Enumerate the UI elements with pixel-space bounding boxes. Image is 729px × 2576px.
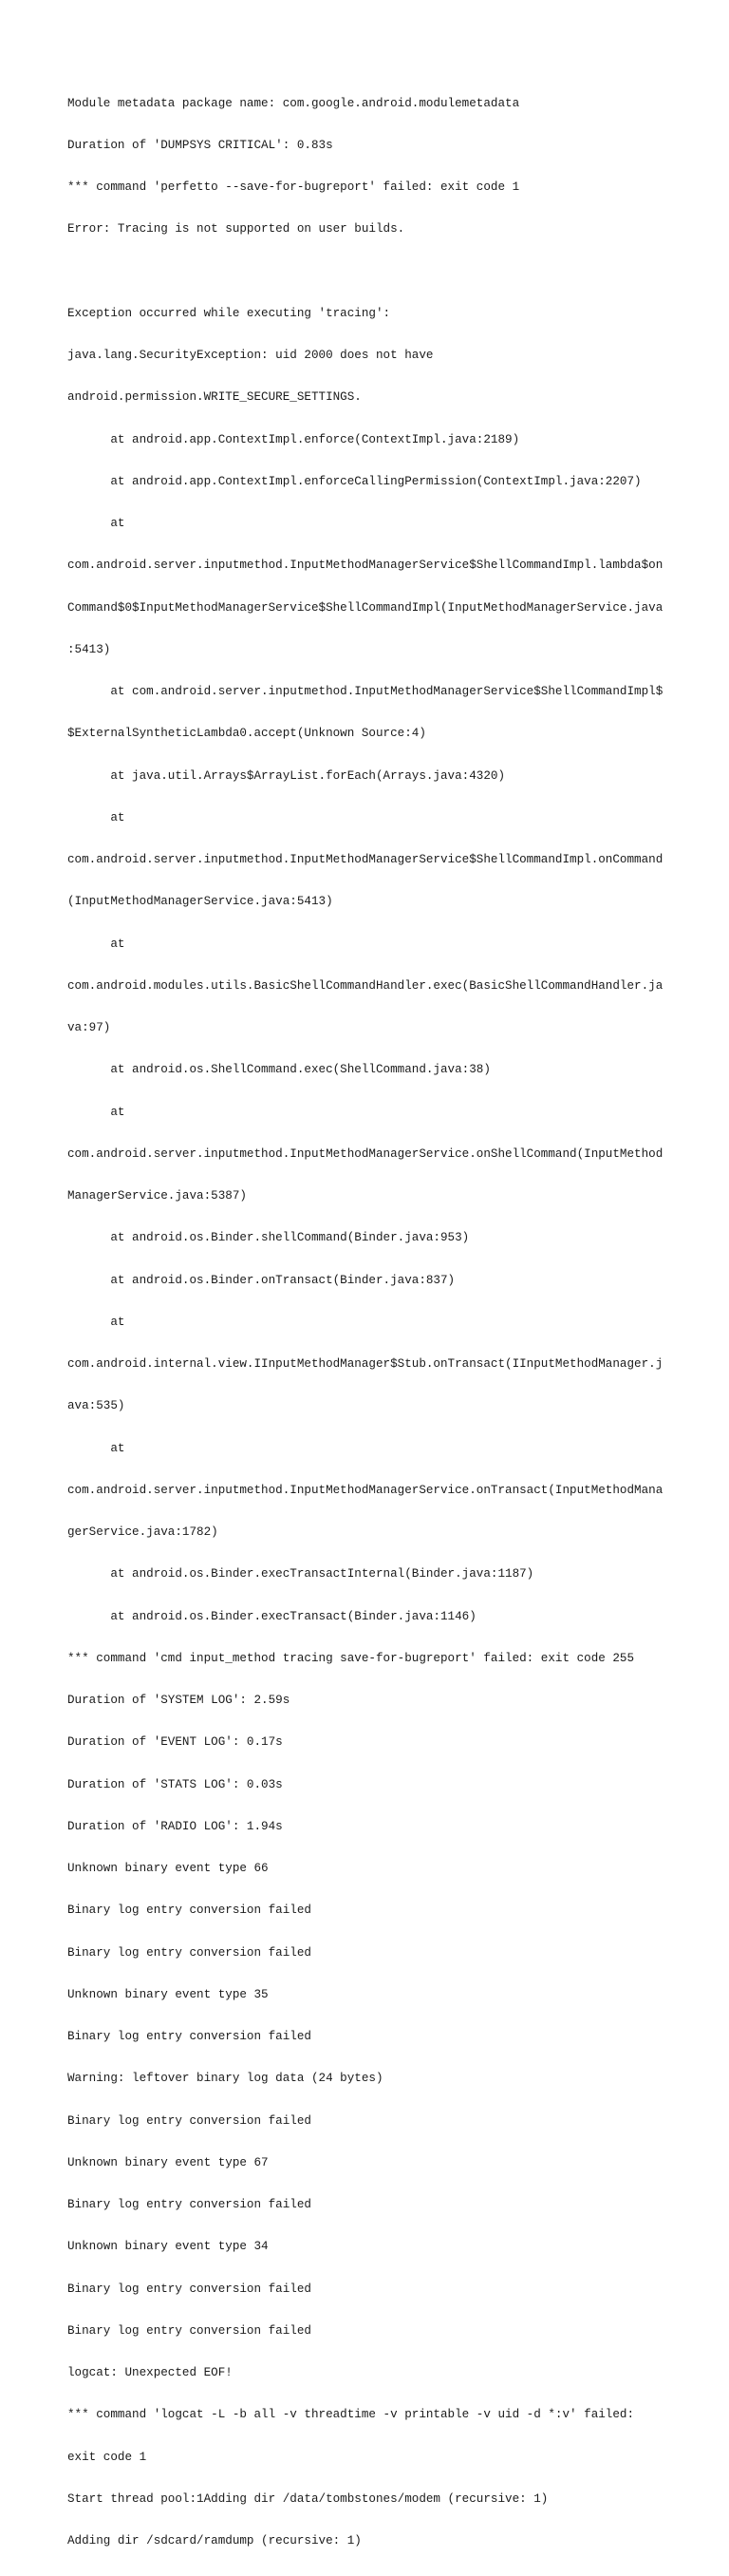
log-line: Binary log entry conversion failed (67, 2030, 311, 2043)
log-line: Duration of 'SYSTEM LOG': 2.59s (67, 1694, 290, 1707)
log-line: at android.os.ShellCommand.exec(ShellCommand.java:38) (67, 1063, 491, 1077)
log-line: Duration of 'RADIO LOG': 1.94s (67, 1819, 283, 1833)
log-line (67, 265, 675, 279)
log-line: Unknown binary event type 34 (67, 2240, 269, 2254)
log-line: *** command 'logcat -L -b all -v threadtime -v printable -v uid -d *:v' failed: (67, 2408, 635, 2422)
log-line: exit code 1 (67, 2450, 147, 2464)
log-line: at (67, 810, 125, 824)
log-line: com.android.internal.view.IInputMethodManager$Stub.onTransact(IInputMethodManager.j (67, 1357, 664, 1371)
log-line: Binary log entry conversion failed (67, 2198, 311, 2211)
log-line: Start thread pool:1Adding dir /data/tombstones/modem (recursive: 1) (67, 2491, 549, 2506)
log-line: at android.os.Binder.shellCommand(Binder.java:953) (67, 1231, 470, 1245)
log-line: Adding dir /sdcard/ramdump (recursive: 1) (67, 2534, 362, 2548)
log-line: Warning: leftover binary log data (24 bytes) (67, 2072, 383, 2086)
log-line: logcat: Unexpected EOF! (67, 2366, 233, 2379)
log-line: com.android.server.inputmethod.InputMethodManagerService$ShellCommandImpl.onCommand (67, 853, 664, 866)
log-line: gerService.java:1782) (67, 1525, 218, 1539)
log-line: ManagerService.java:5387) (67, 1189, 247, 1203)
log-line: Binary log entry conversion failed (67, 2282, 311, 2296)
log-line: (InputMethodManagerService.java:5413) (67, 895, 333, 909)
log-line: Module metadata package name: com.google.android.modulemetadata (67, 96, 520, 110)
log-line: at android.app.ContextImpl.enforce(ContextImpl.java:2189) (67, 432, 520, 446)
log-line: at (67, 1105, 125, 1119)
log-line: Exception occurred while executing 'tracing': (67, 306, 391, 320)
log-line: com.android.modules.utils.BasicShellCommandHandler.exec(BasicShellCommandHandler.ja (67, 978, 664, 993)
log-line: *** command 'cmd input_method tracing save-for-bugreport' failed: exit code 255 (67, 1651, 635, 1665)
log-line: com.android.server.inputmethod.InputMethodManagerService.onTransact(InputMethodMana (67, 1483, 664, 1497)
log-line: Duration of 'DUMPSYS CRITICAL': 0.83s (67, 138, 333, 152)
log-line: Unknown binary event type 67 (67, 2155, 269, 2169)
log-line: Duration of 'STATS LOG': 0.03s (67, 1777, 283, 1791)
log-line: java.lang.SecurityException: uid 2000 does not have (67, 349, 434, 362)
log-line: Unknown binary event type 35 (67, 1987, 269, 2001)
log-line: at com.android.server.inputmethod.InputMethodManagerService$ShellCommandImpl$ (67, 685, 664, 698)
log-line: at android.app.ContextImpl.enforceCallingPermission(ContextImpl.java:2207) (67, 474, 642, 488)
log-line: at android.os.Binder.execTransactInternal(Binder.java:1187) (67, 1567, 534, 1582)
log-line: at (67, 1315, 125, 1329)
log-line: at (67, 517, 125, 530)
log-line: :5413) (67, 642, 111, 656)
log-line: at java.util.Arrays$ArrayList.forEach(Arrays.java:4320) (67, 768, 506, 783)
log-line: Binary log entry conversion failed (67, 1945, 311, 1960)
log-line: va:97) (67, 1021, 111, 1034)
log-line: com.android.server.inputmethod.InputMethodManagerService$ShellCommandImpl.lambda$on (67, 559, 664, 573)
log-line: Unknown binary event type 66 (67, 1862, 269, 1875)
log-line: Duration of 'EVENT LOG': 0.17s (67, 1735, 283, 1750)
log-line: com.android.server.inputmethod.InputMethodManagerService.onShellCommand(InputMethod (67, 1146, 664, 1161)
log-line: at android.os.Binder.execTransact(Binder.java:1146) (67, 1609, 477, 1623)
log-line: at android.os.Binder.onTransact(Binder.java:837) (67, 1273, 456, 1287)
log-line: Error: Tracing is not supported on user builds. (67, 222, 405, 237)
log-line: Binary log entry conversion failed (67, 2113, 311, 2128)
log-line: *** command 'perfetto --save-for-bugreport' failed: exit code 1 (67, 180, 520, 194)
log-line: at (67, 937, 125, 951)
log-text-block (67, 68, 675, 2576)
log-line: android.permission.WRITE_SECURE_SETTINGS. (67, 390, 362, 405)
log-line: Command$0$InputMethodManagerService$ShellCommandImpl(InputMethodManagerService.java (67, 600, 664, 615)
log-line: Binary log entry conversion failed (67, 1904, 311, 1918)
log-line: at (67, 1441, 125, 1455)
log-line: Binary log entry conversion failed (67, 2323, 311, 2338)
log-line: ava:535) (67, 1399, 125, 1413)
document-page (67, 68, 675, 2576)
log-line: $ExternalSyntheticLambda0.accept(Unknown Source:4) (67, 727, 426, 741)
